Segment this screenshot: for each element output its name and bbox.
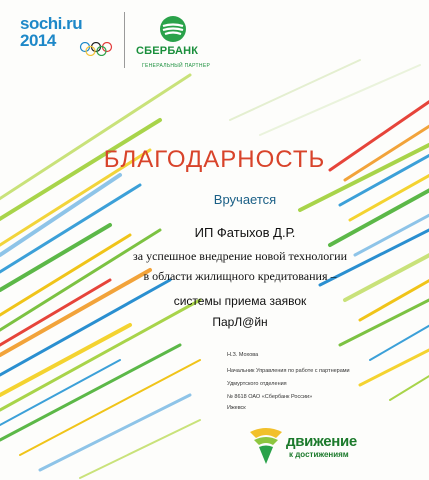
reason-line-2: в области жилищного кредитования – bbox=[143, 269, 337, 283]
signatory-position-1: Начальник Управления по работе с партнерами bbox=[227, 368, 350, 374]
sberbank-emblem-icon bbox=[158, 14, 188, 44]
sochi-logo-line1: sochi.ru bbox=[20, 14, 83, 33]
slogan-emblem-icon bbox=[248, 426, 284, 466]
sochi-2014-logo bbox=[20, 15, 115, 61]
slogan-line-1: движение bbox=[286, 433, 357, 450]
certificate-title: БЛАГОДАРНОСТЬ bbox=[103, 146, 326, 173]
reason-line-3: системы приема заявок bbox=[173, 294, 307, 308]
slogan-logo bbox=[248, 422, 418, 472]
logo-divider bbox=[124, 12, 125, 68]
sberbank-partner-caption: ГЕНЕРАЛЬНЫЙ ПАРТНЕР bbox=[142, 63, 211, 69]
awarded-label: Вручается bbox=[213, 192, 277, 207]
sberbank-logo bbox=[136, 14, 226, 72]
signatory-position-2: Удмуртского отделения bbox=[227, 381, 287, 387]
sochi-logo-line2: 2014 bbox=[20, 31, 56, 50]
signatory-name: Н.З. Мохова bbox=[227, 352, 259, 358]
signatory-position-3: № 8618 ОАО «Сбербанк России» bbox=[227, 394, 313, 400]
product-name: ПарЛ@йн bbox=[212, 315, 268, 329]
recipient-name: ИП Фатыхов Д.Р. bbox=[194, 225, 296, 240]
slogan-line-2: к достижениям bbox=[289, 450, 349, 459]
signatory-city: Ижевск bbox=[227, 405, 246, 411]
sberbank-name: СБЕРБАНК bbox=[136, 45, 199, 57]
olympic-rings-icon bbox=[79, 42, 115, 56]
reason-line-1: за успешное внедрение новой технологии bbox=[133, 249, 347, 263]
